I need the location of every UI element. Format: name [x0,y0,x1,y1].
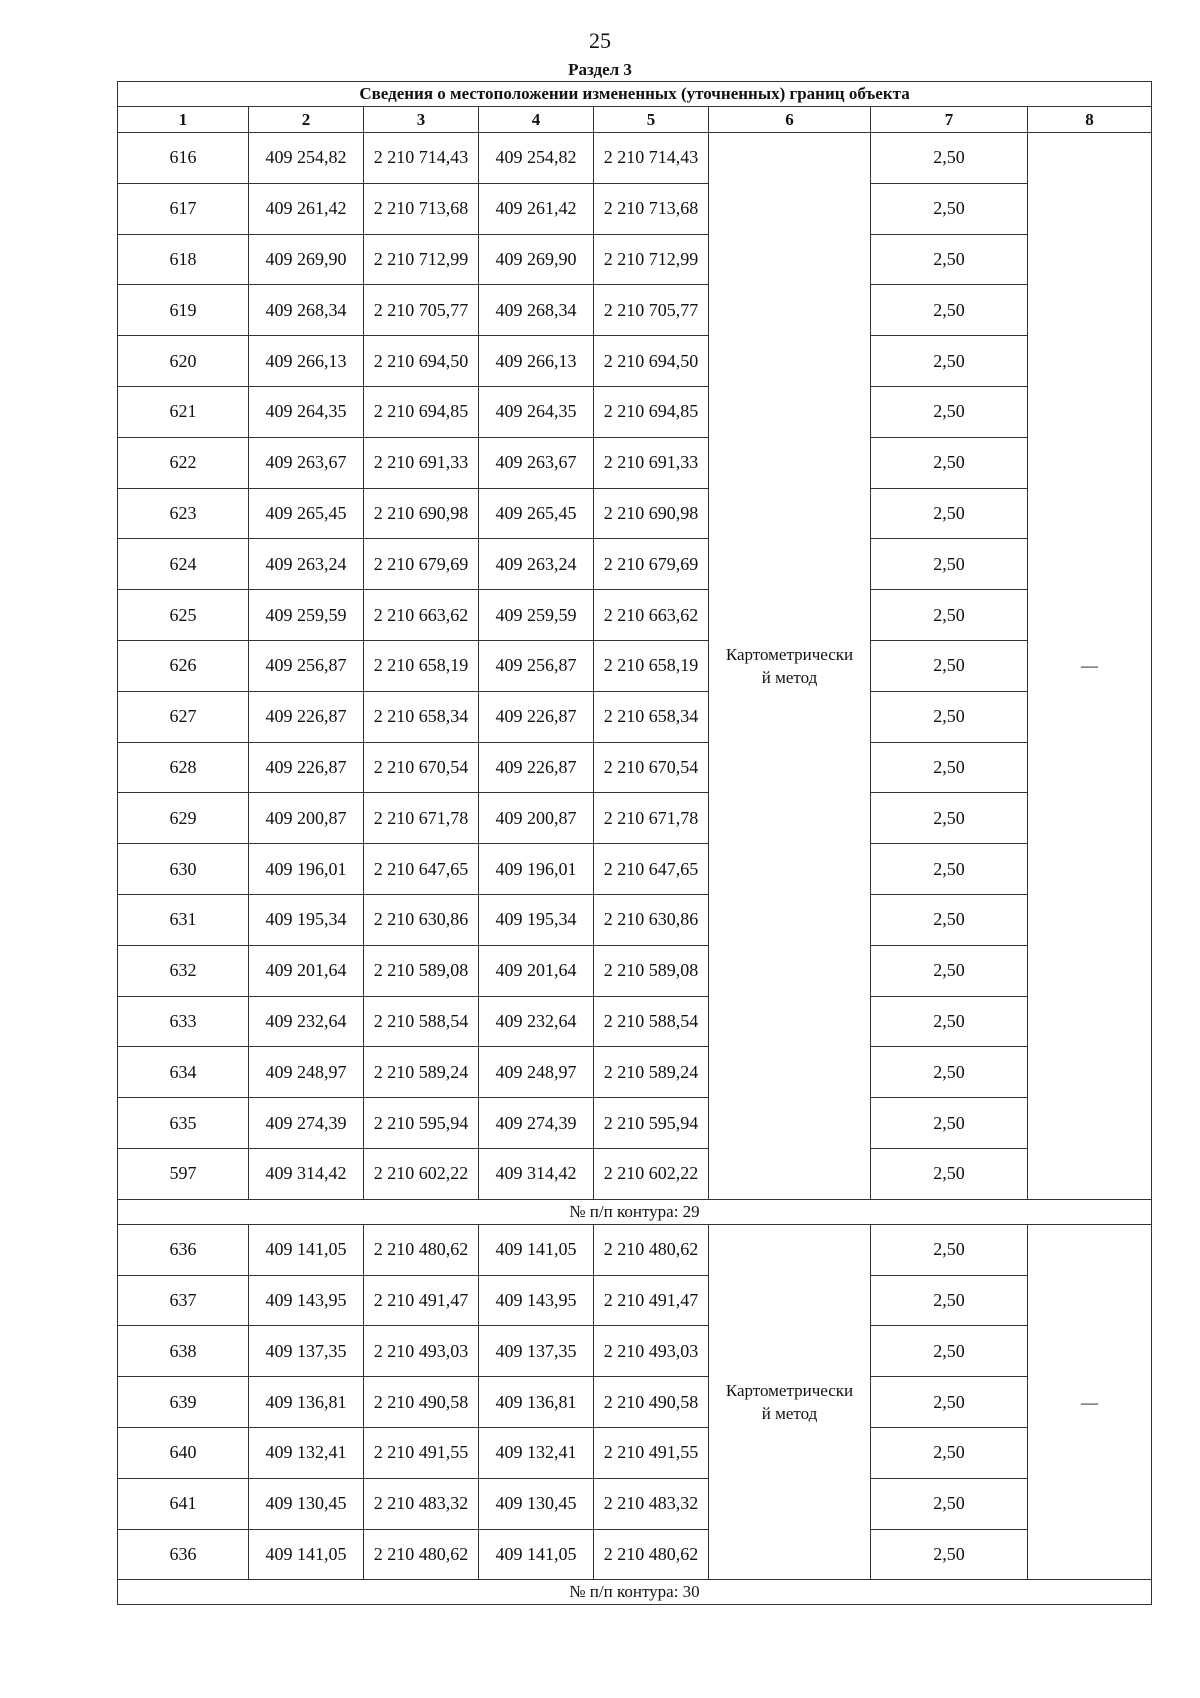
column-header: 1 [118,107,249,133]
point-number-cell: 628 [118,742,249,793]
method-cell [709,133,871,1200]
coordinate-cell: 409 226,87 [479,742,594,793]
coordinate-cell: 2 210 671,78 [364,793,479,844]
section-title: Раздел 3 [568,60,632,79]
accuracy-cell: 2,50 [871,1529,1028,1580]
coordinate-cell: 409 274,39 [249,1098,364,1149]
coordinate-cell: 409 195,34 [479,894,594,945]
coordinate-cell: 409 314,42 [479,1148,594,1199]
coordinate-cell: 2 210 602,22 [364,1148,479,1199]
coordinate-cell: 2 210 670,54 [364,742,479,793]
point-number-cell: 637 [118,1275,249,1326]
coordinate-cell: 409 266,13 [249,336,364,387]
table-row [118,590,1152,641]
contour-label: № п/п контура: 29 [118,1199,1152,1224]
coordinate-cell: 2 210 491,55 [594,1427,709,1478]
coordinate-cell: 409 264,35 [479,386,594,437]
column-8-cell: — [1028,1224,1152,1580]
table-row [118,844,1152,895]
accuracy-cell: 2,50 [871,945,1028,996]
contour-row [118,1199,1152,1224]
table-row [118,1478,1152,1529]
method-text-line: Картометрически [725,644,854,664]
accuracy-cell: 2,50 [871,234,1028,285]
coordinate-cell: 2 210 491,47 [364,1275,479,1326]
accuracy-cell: 2,50 [871,386,1028,437]
column-header: 4 [479,107,594,133]
point-number-cell: 625 [118,590,249,641]
coordinate-cell: 2 210 630,86 [364,894,479,945]
coordinate-cell: 409 132,41 [479,1427,594,1478]
point-number-cell: 597 [118,1148,249,1199]
coordinate-cell: 2 210 595,94 [594,1098,709,1149]
table-row [118,691,1152,742]
table-row [118,945,1152,996]
point-number-cell: 636 [118,1224,249,1275]
coordinate-cell: 409 201,64 [479,945,594,996]
coordinate-cell: 2 210 690,98 [364,488,479,539]
column-header-row [118,107,1152,133]
table-row [118,183,1152,234]
coordinate-cell: 2 210 588,54 [594,996,709,1047]
accuracy-cell: 2,50 [871,1326,1028,1377]
coordinate-cell: 409 141,05 [249,1529,364,1580]
coordinate-cell: 409 248,97 [479,1047,594,1098]
coordinate-cell: 2 210 713,68 [364,183,479,234]
table-row [118,285,1152,336]
coordinate-cell: 2 210 483,32 [364,1478,479,1529]
coordinate-cell: 409 263,67 [249,437,364,488]
coordinate-cell: 409 226,87 [249,691,364,742]
coordinate-cell: 409 130,45 [479,1478,594,1529]
accuracy-cell: 2,50 [871,742,1028,793]
coordinate-cell: 409 256,87 [479,640,594,691]
coordinate-cell: 409 268,34 [479,285,594,336]
point-number-cell: 630 [118,844,249,895]
coordinate-cell: 2 210 679,69 [364,539,479,590]
point-number-cell: 621 [118,386,249,437]
coordinate-cell: 2 210 483,32 [594,1478,709,1529]
accuracy-cell: 2,50 [871,1224,1028,1275]
coordinate-cell: 409 200,87 [479,793,594,844]
coordinate-cell: 2 210 490,58 [594,1377,709,1428]
coordinate-cell: 2 210 602,22 [594,1148,709,1199]
coordinate-cell: 409 232,64 [249,996,364,1047]
coordinate-cell: 409 265,45 [479,488,594,539]
coordinate-cell: 2 210 694,85 [594,386,709,437]
column-header: 8 [1028,107,1152,133]
coordinate-cell: 2 210 490,58 [364,1377,479,1428]
accuracy-cell: 2,50 [871,437,1028,488]
coordinate-cell: 2 210 670,54 [594,742,709,793]
coordinate-cell: 409 248,97 [249,1047,364,1098]
table-row [118,640,1152,691]
coordinate-cell: 409 196,01 [479,844,594,895]
coordinate-cell: 409 137,35 [249,1326,364,1377]
coordinate-cell: 409 137,35 [479,1326,594,1377]
point-number-cell: 636 [118,1529,249,1580]
table-row [118,386,1152,437]
coordinate-cell: 2 210 712,99 [364,234,479,285]
coordinate-cell: 2 210 691,33 [364,437,479,488]
point-number-cell: 626 [118,640,249,691]
coordinate-cell: 2 210 493,03 [364,1326,479,1377]
coordinate-cell: 2 210 713,68 [594,183,709,234]
accuracy-cell: 2,50 [871,133,1028,184]
point-number-cell: 634 [118,1047,249,1098]
coordinate-cell: 2 210 589,24 [594,1047,709,1098]
table-row [118,1326,1152,1377]
coordinate-cell: 409 226,87 [249,742,364,793]
coordinate-cell: 409 196,01 [249,844,364,895]
coordinate-cell: 409 274,39 [479,1098,594,1149]
point-number-cell: 620 [118,336,249,387]
point-number-cell: 641 [118,1478,249,1529]
accuracy-cell: 2,50 [871,1148,1028,1199]
accuracy-cell: 2,50 [871,1377,1028,1428]
coordinate-cell: 2 210 671,78 [594,793,709,844]
column-8-cell: — [1028,133,1152,1200]
table-row [118,996,1152,1047]
coordinate-cell: 2 210 694,50 [364,336,479,387]
accuracy-cell: 2,50 [871,488,1028,539]
table-row [118,1047,1152,1098]
coordinate-cell: 409 232,64 [479,996,594,1047]
coordinate-cell: 409 141,05 [479,1224,594,1275]
coordinate-cell: 409 259,59 [479,590,594,641]
accuracy-cell: 2,50 [871,336,1028,387]
coordinate-cell: 2 210 589,08 [364,945,479,996]
coordinate-cell: 2 210 491,55 [364,1427,479,1478]
coordinate-cell: 2 210 595,94 [364,1098,479,1149]
coordinate-cell: 409 201,64 [249,945,364,996]
table-row [118,1427,1152,1478]
accuracy-cell: 2,50 [871,539,1028,590]
coordinate-cell: 409 261,42 [249,183,364,234]
accuracy-cell: 2,50 [871,691,1028,742]
coordinate-cell: 2 210 705,77 [364,285,479,336]
coordinate-cell: 2 210 480,62 [594,1224,709,1275]
contour-label: № п/п контура: 30 [118,1580,1152,1605]
point-number-cell: 631 [118,894,249,945]
coordinate-cell: 2 210 491,47 [594,1275,709,1326]
table-row [118,793,1152,844]
point-number-cell: 623 [118,488,249,539]
coordinate-cell: 409 264,35 [249,386,364,437]
coordinate-cell: 409 266,13 [479,336,594,387]
coordinate-cell: 409 314,42 [249,1148,364,1199]
column-header: 7 [871,107,1028,133]
point-number-cell: 635 [118,1098,249,1149]
coordinate-cell: 2 210 480,62 [364,1529,479,1580]
coordinate-cell: 409 143,95 [479,1275,594,1326]
table-row [118,437,1152,488]
accuracy-cell: 2,50 [871,285,1028,336]
coordinate-cell: 409 259,59 [249,590,364,641]
table-row [118,1275,1152,1326]
coordinate-cell: 409 261,42 [479,183,594,234]
coordinate-cell: 2 210 658,34 [594,691,709,742]
point-number-cell: 618 [118,234,249,285]
coordinate-cell: 2 210 690,98 [594,488,709,539]
method-text-line: й метод [761,1404,818,1424]
table-row [118,234,1152,285]
coordinate-cell: 2 210 658,19 [364,640,479,691]
table-row [118,742,1152,793]
coordinate-cell: 2 210 658,19 [594,640,709,691]
method-text-line: Картометрически [725,1381,854,1401]
table-body [118,133,1152,1605]
coordinate-cell: 409 269,90 [479,234,594,285]
coordinate-cell: 409 141,05 [479,1529,594,1580]
coordinate-cell: 2 210 589,24 [364,1047,479,1098]
point-number-cell: 617 [118,183,249,234]
coordinate-cell: 2 210 705,77 [594,285,709,336]
column-header: 5 [594,107,709,133]
coordinate-cell: 2 210 480,62 [594,1529,709,1580]
point-number-cell: 622 [118,437,249,488]
point-number-cell: 640 [118,1427,249,1478]
coordinate-cell: 409 226,87 [479,691,594,742]
coordinate-cell: 2 210 630,86 [594,894,709,945]
contour-row [118,1580,1152,1605]
coordinate-cell: 2 210 712,99 [594,234,709,285]
coordinate-cell: 2 210 694,85 [364,386,479,437]
coordinates-table [117,81,1152,1605]
coordinate-cell: 2 210 480,62 [364,1224,479,1275]
accuracy-cell: 2,50 [871,1478,1028,1529]
coordinate-cell: 409 265,45 [249,488,364,539]
point-number-cell: 627 [118,691,249,742]
coordinate-cell: 409 143,95 [249,1275,364,1326]
accuracy-cell: 2,50 [871,1047,1028,1098]
coordinate-cell: 409 136,81 [479,1377,594,1428]
coordinate-cell: 2 210 647,65 [364,844,479,895]
table-row [118,539,1152,590]
accuracy-cell: 2,50 [871,996,1028,1047]
coordinate-cell: 2 210 691,33 [594,437,709,488]
point-number-cell: 638 [118,1326,249,1377]
coordinate-cell: 2 210 679,69 [594,539,709,590]
point-number-cell: 616 [118,133,249,184]
point-number-cell: 629 [118,793,249,844]
point-number-cell: 633 [118,996,249,1047]
accuracy-cell: 2,50 [871,1098,1028,1149]
accuracy-cell: 2,50 [871,1275,1028,1326]
coordinate-cell: 409 268,34 [249,285,364,336]
coordinate-cell: 409 195,34 [249,894,364,945]
accuracy-cell: 2,50 [871,844,1028,895]
point-number-cell: 624 [118,539,249,590]
table-row [118,1224,1152,1275]
coordinate-cell: 409 256,87 [249,640,364,691]
table-row [118,336,1152,387]
table-row [118,1148,1152,1199]
coordinate-cell: 409 130,45 [249,1478,364,1529]
coordinate-cell: 2 210 663,62 [594,590,709,641]
coordinate-cell: 409 254,82 [479,133,594,184]
accuracy-cell: 2,50 [871,183,1028,234]
coordinate-cell: 2 210 694,50 [594,336,709,387]
coordinate-cell: 409 141,05 [249,1224,364,1275]
table-row [118,894,1152,945]
coordinate-cell: 2 210 589,08 [594,945,709,996]
accuracy-cell: 2,50 [871,640,1028,691]
point-number-cell: 639 [118,1377,249,1428]
page-number: 25 [589,28,611,53]
coordinate-cell: 409 263,24 [479,539,594,590]
column-header: 6 [709,107,871,133]
table-row [118,1377,1152,1428]
accuracy-cell: 2,50 [871,1427,1028,1478]
accuracy-cell: 2,50 [871,793,1028,844]
coordinate-cell: 2 210 714,43 [364,133,479,184]
coordinate-cell: 409 200,87 [249,793,364,844]
point-number-cell: 632 [118,945,249,996]
coordinate-cell: 409 269,90 [249,234,364,285]
coordinate-cell: 409 263,67 [479,437,594,488]
coordinate-cell: 409 254,82 [249,133,364,184]
table-row [118,1098,1152,1149]
coordinate-cell: 2 210 647,65 [594,844,709,895]
table-row [118,1529,1152,1580]
coordinate-cell: 409 136,81 [249,1377,364,1428]
coordinate-cell: 2 210 663,62 [364,590,479,641]
coordinate-cell: 409 263,24 [249,539,364,590]
table-row [118,133,1152,184]
point-number-cell: 619 [118,285,249,336]
table-title: Сведения о местоположении измененных (уточненных) границ объекта [118,82,1152,107]
coordinate-cell: 2 210 493,03 [594,1326,709,1377]
coordinate-cell: 2 210 714,43 [594,133,709,184]
accuracy-cell: 2,50 [871,894,1028,945]
method-cell [709,1224,871,1580]
column-header: 3 [364,107,479,133]
coordinate-cell: 409 132,41 [249,1427,364,1478]
accuracy-cell: 2,50 [871,590,1028,641]
method-text-line: й метод [761,667,818,687]
coordinate-cell: 2 210 588,54 [364,996,479,1047]
coordinate-cell: 2 210 658,34 [364,691,479,742]
table-row [118,488,1152,539]
column-header: 2 [249,107,364,133]
